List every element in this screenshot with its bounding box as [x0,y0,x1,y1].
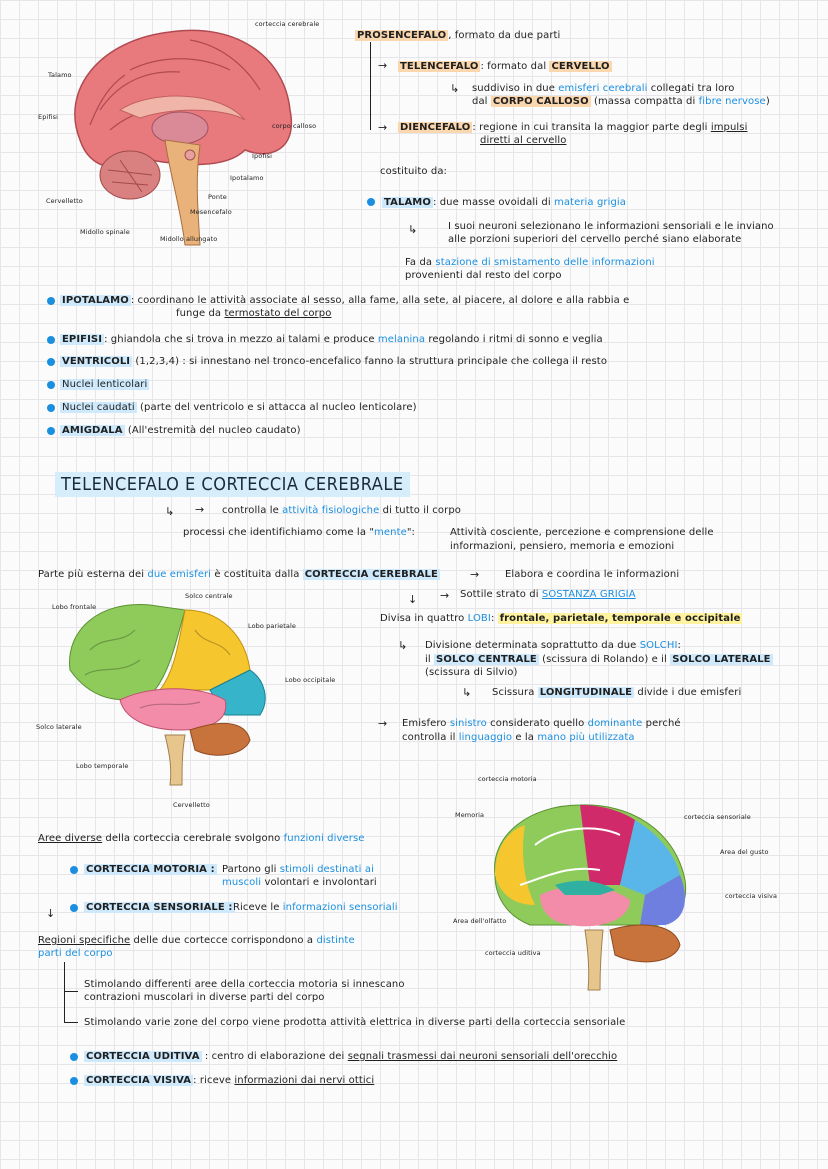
label-ponte: Ponte [208,193,227,201]
nuclei-caudati-item: Nuclei caudati (parte del ventricolo e si attacca al nucleo lenticolare) [62,402,417,413]
corteccia-visiva-item: CORTECCIA VISIVA : riceve informazioni dai nervi ottici [86,1075,375,1086]
telencefalo-line: TELENCEFALO : formato dal CERVELLO [400,61,610,72]
prosencefalo-line: PROSENCEFALO , formato da due parti [357,30,561,41]
stazione-line2: provenienti dal resto del corpo [405,270,562,281]
label-mesencefalo: Mesencefalo [190,208,232,216]
lobi-line: Divisa in quattro LOBI: frontale, parietale, temporale e occipitale [380,613,741,624]
emisfero-line1: Emisfero sinistro considerato quello dominante perché [402,718,681,729]
label-corteccia-cerebrale: corteccia cerebrale [255,20,320,28]
label-solco-centrale: Solco centrale [185,592,233,600]
corteccia-sensoriale-term: CORTECCIA SENSORIALE : [86,902,233,913]
epifisi-item: EPIFISI : ghiandola che si trova in mezzo ai talami e produce melanina regolando i ritmi di sonno e veglia [62,334,603,345]
label-lobo-occipitale: Lobo occipitale [285,676,336,684]
scissura-line: Scissura LONGITUDINALE divide i due emisferi [492,687,742,698]
sensoriale-desc: Riceve le informazioni sensoriali [233,902,398,913]
attivita-line1: Attività cosciente, percezione e comprensione delle [450,527,714,538]
elabora-line: Elabora e coordina le informazioni [505,569,680,580]
solchi-line: il SOLCO CENTRALE (scissura di Rolando) e il SOLCO LATERALE [425,654,771,665]
label-midollo-allungato: Midollo allungato [160,235,218,243]
talamo-line: TALAMO : due masse ovoidali di materia grigia [384,197,627,208]
label-ipofisi: Ipofisi [252,152,273,160]
label-memoria: Memoria [455,811,485,819]
label-solco-laterale: Solco laterale [36,723,82,731]
controlla-line: controlla le attività fisiologiche di tutto il corpo [222,505,461,516]
stimolando-motoria-line1: Stimolando differenti aree della corteccia motoria si innescano [84,979,405,990]
section-title: TELENCEFALO E CORTECCIA CEREBRALE [55,472,410,497]
label-cervelletto: Cervelletto [46,197,83,205]
label-corteccia-motoria: corteccia motoria [478,775,537,783]
corpo-calloso-line: dal CORPO CALLOSO (massa compatta di fibre nervose) [472,96,770,107]
nuclei-lenticolari-item: Nuclei lenticolari [62,379,148,390]
costituito-da: costituito da: [380,166,448,177]
label-corpo-calloso: corpo calloso [272,122,317,130]
diencefalo-line: DIENCEFALO : regione in cui transita la maggior parte degli impulsi [400,122,748,133]
motoria-desc-line2: muscoli volontari e involontari [222,877,377,888]
label-corteccia-sensoriale: corteccia sensoriale [684,813,751,821]
label-ipotalamo: Ipotalamo [230,174,264,182]
emisferi-line: suddiviso in due emisferi cerebrali collegati tra loro [472,83,735,94]
sottile-line: Sottile strato di SOSTANZA GRIGIA [460,589,636,600]
solchi-line2: (scissura di Silvio) [425,667,518,678]
ipotalamo-item-line2: funge da termostato del corpo [176,308,332,319]
sagittal-brain-illustration [30,10,330,260]
motoria-desc-line1: Partono gli stimoli destinati ai [222,864,374,875]
label-area-olfatto: Area dell'olfatto [453,917,507,925]
emisfero-line2: controlla il linguaggio e la mano più utilizzata [402,732,635,743]
processi-line: processi che identifichiamo come la "mente": [183,527,416,538]
label-cervelletto-2: Cervelletto [173,801,210,809]
label-corteccia-visiva: corteccia visiva [725,892,778,900]
label-epifisi: Epifisi [38,113,59,121]
label-area-gusto: Area del gusto [720,848,769,856]
label-corteccia-uditiva: corteccia uditiva [485,949,541,957]
label-lobo-parietale: Lobo parietale [248,622,296,630]
brain-lobes-illustration [60,590,290,790]
brain-functional-areas-illustration [480,785,710,995]
regioni-line2: parti del corpo [38,948,113,959]
diencefalo-line2: diretti al cervello [480,135,567,146]
ipotalamo-item: IPOTALAMO : coordinano le attività associate al sesso, alla fame, alla sete, al piacere, al dolore e alla rabbia e [62,295,630,306]
neuroni-line2: alle porzioni superiori del cervello perché siano elaborate [448,234,742,245]
corteccia-uditiva-item: CORTECCIA UDITIVA : centro di elaborazione dei segnali trasmessi dai neuroni sensoriali dell'orecchio [86,1051,618,1062]
label-lobo-temporale: Lobo temporale [76,762,129,770]
attivita-line2: informazioni, pensiero, memoria e emozioni [450,541,675,552]
label-lobo-frontale: Lobo frontale [52,603,97,611]
stimolando-sensoriale-line: Stimolando varie zone del corpo viene prodotta attività elettrica in diverse parti della corteccia sensoriale [84,1017,626,1028]
neuroni-line1: I suoi neuroni selezionano le informazioni sensoriali e le inviano [448,221,774,232]
ventricoli-item: VENTRICOLI (1,2,3,4) : si innestano nel tronco-encefalico fanno la struttura principale che collega il resto [62,356,608,367]
regioni-line1: Regioni specifiche delle due cortecce corrispondono a distinte [38,935,355,946]
label-talamo: Talamo [48,71,72,79]
amigdala-item: AMIGDALA (All'estremità del nucleo caudato) [62,425,301,436]
stimolando-motoria-line2: contrazioni muscolari in diverse parti del corpo [84,992,325,1003]
aree-diverse-line: Aree diverse della corteccia cerebrale svolgono funzioni diverse [38,833,365,844]
divisione-line: Divisione determinata soprattutto da due SOLCHI: [425,640,682,651]
parte-esterna-line: Parte più esterna dei due emisferi è costituita dalla CORTECCIA CEREBRALE [38,569,438,580]
label-midollo-spinale: Midollo spinale [80,228,130,236]
corteccia-motoria-term: CORTECCIA MOTORIA : [86,864,215,875]
stazione-line1: Fa da stazione di smistamento delle informazioni [405,257,655,268]
